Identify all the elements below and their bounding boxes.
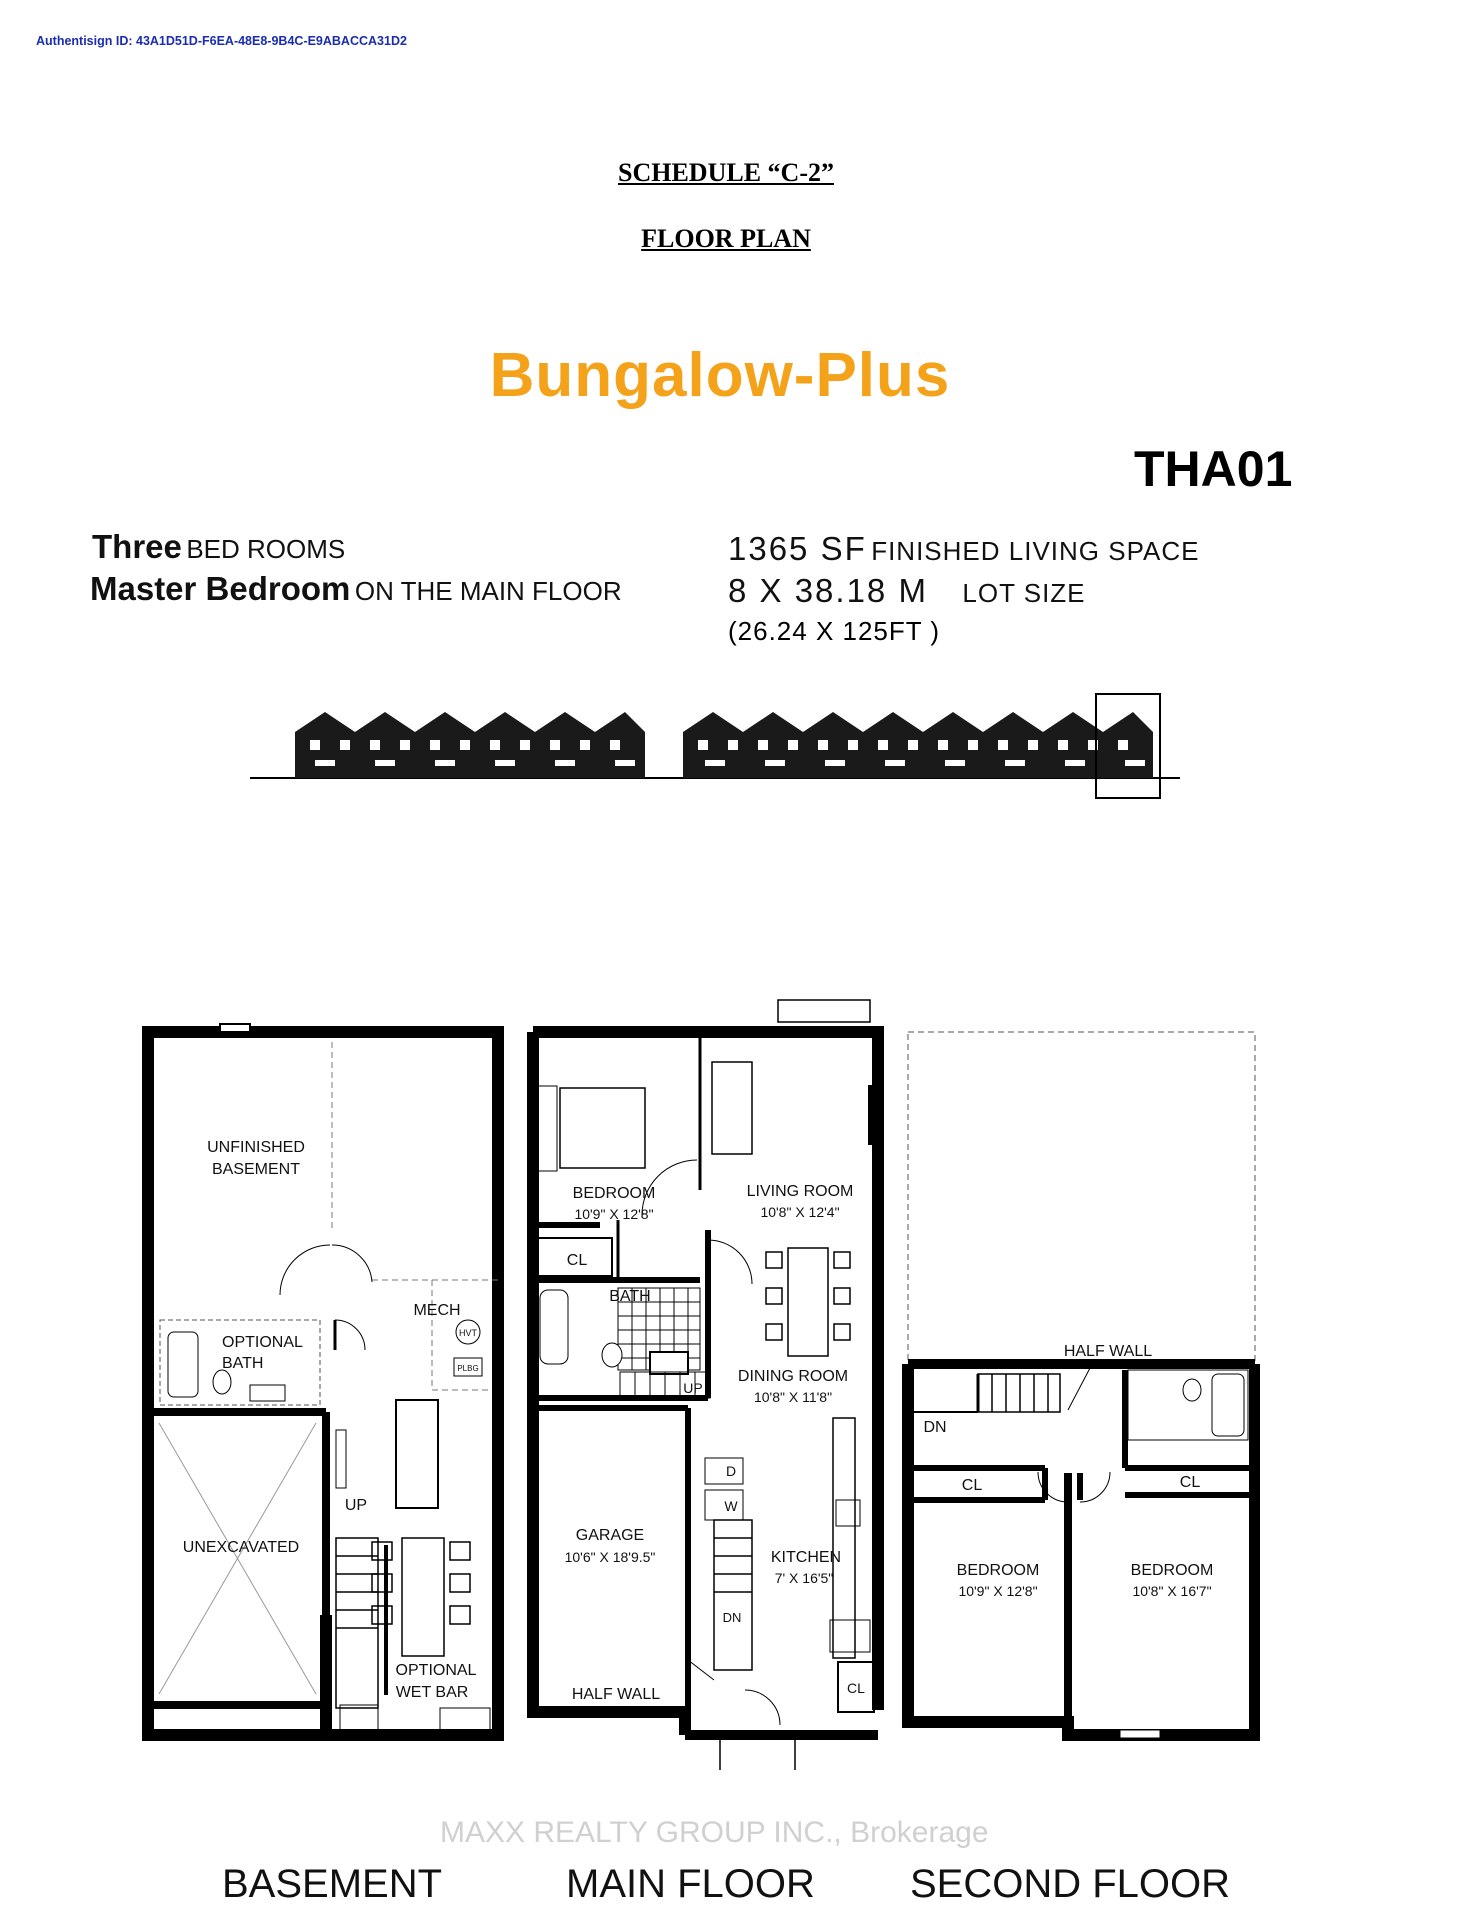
basement-plbg: PLBG <box>457 1364 479 1373</box>
floor-plan-title: FLOOR PLAN <box>641 224 811 253</box>
spec-lot <box>728 572 1086 610</box>
main-cl-2: CL <box>847 1680 865 1696</box>
spec-master <box>90 570 622 608</box>
spec-master-bold: Master Bedroom <box>90 570 351 607</box>
label-basement: BASEMENT <box>222 1862 443 1906</box>
spec-lot-bold: 8 X 38.18 M <box>728 572 928 609</box>
model-code: THA01 <box>1134 441 1293 497</box>
label-main-floor: MAIN FLOOR <box>566 1862 815 1906</box>
main-dn: DN <box>722 1610 742 1625</box>
spec-bedrooms-bold: Three <box>92 528 182 565</box>
main-dining: DINING ROOM <box>737 1368 849 1385</box>
basement-unfinished-1: UNFINISHED <box>207 1139 305 1156</box>
spec-master-text: ON THE MAIN FLOOR <box>354 576 622 606</box>
basement-up: UP <box>344 1497 368 1514</box>
main-garage-size: 10'6" X 18'9.5" <box>564 1549 656 1565</box>
model-name: Bungalow-Plus <box>489 341 951 410</box>
spec-area <box>728 530 1199 568</box>
townhouse-elevation <box>250 690 1190 800</box>
main-kitchen: KITCHEN <box>770 1549 842 1566</box>
basement-hvt: HVT <box>459 1328 477 1338</box>
spec-area-text: FINISHED LIVING SPACE <box>871 536 1200 566</box>
second-dn: DN <box>923 1419 947 1436</box>
authentisign-id: Authentisign ID: 43A1D51D-F6EA-48E8-9B4C-E9ABACCA31D2 <box>36 34 407 48</box>
basement-wet-bar-1: OPTIONAL <box>395 1662 477 1679</box>
basement-unfinished-2: BASEMENT <box>211 1161 301 1178</box>
main-cl: CL <box>566 1252 588 1269</box>
main-dining-size: 10'8" X 11'8" <box>753 1389 833 1405</box>
main-dryer: D <box>725 1463 737 1479</box>
main-kitchen-size: 7' X 16'5" <box>774 1570 834 1586</box>
basement-wet-bar-2: WET BAR <box>395 1684 469 1701</box>
second-bedroom-right-size: 10'8" X 16'7" <box>1132 1583 1212 1599</box>
basement-plan <box>148 1024 498 1735</box>
second-floor-plan <box>908 1032 1255 1738</box>
label-second-floor: SECOND FLOOR <box>910 1862 1231 1906</box>
elevation-block-right <box>683 712 1153 778</box>
main-floor-plan <box>533 1000 878 1770</box>
elevation-block-left <box>295 712 645 778</box>
second-bedroom-left-size: 10'9" X 12'8" <box>958 1583 1038 1599</box>
schedule-title: SCHEDULE “C-2” <box>618 158 834 187</box>
main-half-wall: HALF WALL <box>571 1686 661 1703</box>
main-bedroom: BEDROOM <box>572 1185 656 1202</box>
main-living-size: 10'8" X 12'4" <box>760 1204 840 1220</box>
spec-lot-text: LOT SIZE <box>962 578 1086 608</box>
second-bedroom-right: BEDROOM <box>1130 1562 1214 1579</box>
main-garage: GARAGE <box>575 1527 645 1544</box>
spec-bedrooms-text: BED ROOMS <box>186 534 346 564</box>
second-cl-left: CL <box>961 1477 983 1494</box>
basement-opt-bath-2: BATH <box>222 1355 264 1372</box>
floor-plans <box>140 990 1260 1770</box>
basement-mech: MECH <box>413 1302 461 1319</box>
spec-area-bold: 1365 SF <box>728 530 867 567</box>
second-half-wall: HALF WALL <box>1063 1343 1153 1360</box>
second-cl-right: CL <box>1179 1474 1201 1491</box>
spec-lot-imperial: (26.24 X 125FT ) <box>728 616 941 646</box>
main-living: LIVING ROOM <box>746 1183 854 1200</box>
second-bedroom-left: BEDROOM <box>956 1562 1040 1579</box>
watermark: MAXX REALTY GROUP INC., Brokerage <box>440 1816 989 1849</box>
main-bath: BATH <box>609 1288 651 1305</box>
main-bedroom-size: 10'9" X 12'8" <box>574 1206 654 1222</box>
basement-opt-bath-1: OPTIONAL <box>222 1334 303 1351</box>
spec-bedrooms <box>92 528 345 566</box>
basement-unexcavated: UNEXCAVATED <box>182 1539 300 1556</box>
main-up: UP <box>683 1380 703 1396</box>
main-washer: W <box>724 1498 738 1514</box>
